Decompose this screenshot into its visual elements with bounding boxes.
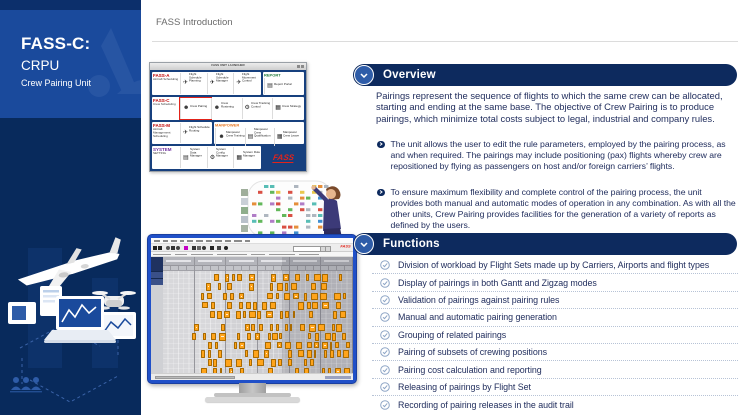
- launcher-item-icon: ▤: [267, 82, 273, 89]
- gantt-block: [213, 359, 218, 366]
- gantt-block: [219, 333, 226, 341]
- gantt-block: [203, 333, 206, 340]
- gantt-block: [325, 333, 331, 340]
- gantt-block: [218, 283, 222, 290]
- launcher-item-label: Manpower Crew Training: [225, 130, 245, 138]
- arrow-bullet-icon: [377, 189, 385, 197]
- launcher-item-label: Crew Pairing: [190, 104, 208, 108]
- gantt-block: [202, 302, 208, 309]
- gantt-block: [340, 311, 346, 318]
- gantt-block: [343, 293, 346, 300]
- gantt-block: [300, 324, 306, 331]
- gantt-block: [236, 311, 240, 318]
- check-circle-icon: [380, 365, 390, 375]
- gantt-block: [230, 293, 235, 301]
- launcher-row: [152, 97, 304, 120]
- gantt-block: [307, 342, 312, 349]
- launcher-item-label: Manpower Crew Qualification: [254, 127, 271, 138]
- toolbar-icon: [192, 246, 196, 250]
- page-title: FASS Introduction: [156, 17, 233, 28]
- gantt-block: [296, 342, 302, 350]
- launcher-item-label: Flight Schedule Routing: [189, 126, 210, 133]
- panel-heading: [153, 147, 180, 168]
- function-item-label: Division of workload by Flight Sets made up by Carriers, Airports and flight types: [398, 260, 710, 271]
- launcher-item-label: Crew Tracking Control: [250, 101, 271, 108]
- gantt-block: [285, 324, 288, 331]
- gantt-block: [314, 342, 318, 349]
- launcher-item-manpower-crew-leave: [274, 128, 303, 148]
- gantt-block: [291, 283, 297, 290]
- gantt-block: [265, 342, 271, 350]
- function-item-label: Pairing of subsets of crewing positions: [398, 347, 548, 358]
- launcher-row: [152, 122, 304, 145]
- launcher-item-icon: ▦: [236, 154, 243, 161]
- gantt-block: [332, 333, 336, 341]
- gantt-block: [334, 293, 341, 300]
- launcher-item-icon: ▦: [275, 105, 281, 112]
- launcher-logo-panel: [263, 146, 304, 169]
- launcher-item-label: Report Portal: [273, 82, 292, 86]
- gantt-block: [293, 311, 296, 318]
- launcher-screenshot: [149, 62, 307, 172]
- launcher-item-icon: ▤: [183, 154, 189, 161]
- launcher-item-flight-schedule-planning: [180, 73, 207, 94]
- gantt-block: [218, 350, 221, 358]
- toolbar-icon: [153, 246, 157, 250]
- launcher-item-label: Manpower Crew Leave: [283, 130, 300, 138]
- gantt-block: [330, 350, 334, 358]
- toolbar-icon: [217, 246, 221, 250]
- sidebar-illustration-area: [0, 118, 141, 415]
- panel-heading: REPORT: [264, 73, 281, 78]
- gantt-block: [214, 274, 219, 281]
- gantt-block: [192, 333, 196, 340]
- gantt-block: [295, 274, 300, 281]
- function-item: [372, 274, 738, 291]
- gantt-block: [253, 350, 259, 357]
- gantt-block: [243, 311, 246, 318]
- launcher-panel-fass-c: [152, 97, 304, 120]
- toolbar-icon: [197, 246, 201, 250]
- gantt-block: [285, 342, 290, 349]
- function-item-label: Pairing cost calculation and reporting: [398, 364, 542, 375]
- launcher-panel-report: [263, 72, 304, 95]
- gantt-block: [249, 359, 253, 366]
- scrollbar-thumb: [155, 376, 235, 380]
- launcher-item-system-rule-manager: [233, 147, 260, 168]
- gantt-block: [227, 283, 232, 290]
- gantt-block: [293, 293, 299, 300]
- status-text-bar: [325, 376, 351, 379]
- gantt-block: [343, 350, 349, 358]
- panel-heading: [153, 123, 180, 144]
- gantt-block: [314, 274, 321, 281]
- gantt-grid: [151, 257, 353, 373]
- gantt-block: [270, 324, 273, 331]
- gantt-block: [267, 293, 273, 300]
- launcher-item-label: Flight Movement Control: [242, 73, 257, 84]
- panel-name: Crew Scheduling: [153, 102, 176, 106]
- toolbar-icon: [210, 246, 214, 250]
- launcher-item-icon: ☻: [183, 105, 190, 112]
- gantt-block: [298, 302, 304, 310]
- launcher-item-label: Flight Schedule Manager: [215, 73, 229, 84]
- gantt-block: [217, 311, 222, 319]
- launcher-item-label: System Data Manager: [189, 147, 202, 158]
- launcher-panel-manpower: [214, 122, 304, 145]
- function-item-label: Recording of pairing releases in the audit trail: [398, 399, 574, 410]
- gantt-app-screenshot: [151, 238, 353, 380]
- toolbar-icon: [171, 246, 175, 250]
- overview-bullet-text: To ensure maximum flexibility and complete control of the pairing process, the unit provides both manual and automatic modes of operation in any combination. As with all the other units, Crew Pairing provides facilities for the generation of a variety of reports as defined by the users.: [390, 187, 736, 230]
- check-circle-icon: [380, 347, 390, 357]
- panel-name: Aircraft Scheduling: [153, 78, 179, 82]
- launcher-item-system-config-manager: [207, 147, 234, 168]
- launcher-panel-fass-a: [152, 72, 261, 95]
- panel-code: FASS-C: [153, 97, 170, 103]
- launcher-item-crew-rostering: [211, 98, 242, 119]
- launcher-body: [150, 70, 306, 171]
- arrow-bullet-icon: [377, 141, 385, 149]
- overview-heading: Overview: [383, 69, 436, 81]
- gantt-block: [251, 324, 255, 331]
- overview-bullet-text: The unit allows the user to edit the rule parameters, employed by the pairing process, as and when required. The pairings may include positioning (pax) flights whereby crew are repositioned by flying as passengers on host and/or foreign carriers’ flights.: [390, 139, 726, 171]
- gantt-block: [278, 359, 283, 366]
- function-item-label: Grouping of related pairings: [398, 329, 507, 340]
- gantt-block: [346, 342, 351, 349]
- panel-name: Aircraft Management Scheduling: [153, 127, 171, 138]
- gantt-block: [236, 359, 242, 367]
- gantt-block: [322, 274, 328, 282]
- check-circle-icon: [380, 295, 390, 305]
- gantt-block: [336, 302, 341, 309]
- panel-heading: [153, 73, 180, 94]
- gantt-block: [208, 359, 212, 366]
- gantt-block: [249, 274, 255, 281]
- launcher-row: [152, 146, 304, 169]
- launcher-window-controls: [297, 65, 304, 68]
- gantt-block: [308, 333, 311, 340]
- gantt-block: [239, 342, 245, 349]
- gantt-block: [221, 324, 225, 331]
- gantt-block: [284, 293, 290, 301]
- tablet-icon: [8, 302, 36, 324]
- function-item: [372, 327, 738, 344]
- gantt-block: [223, 293, 227, 300]
- function-item: [372, 396, 738, 413]
- launcher-item-crew-strategy: [272, 98, 303, 119]
- gantt-block: [262, 302, 268, 310]
- gantt-block: [304, 359, 307, 366]
- gantt-block: [277, 342, 282, 349]
- gantt-block: [270, 302, 276, 309]
- function-item-label: Manual and automatic pairing generation: [398, 312, 557, 323]
- gantt-block: [234, 342, 237, 349]
- launcher-item-label: Flight Schedule Planning: [189, 73, 202, 84]
- launcher-item-icon: ⚙: [244, 105, 250, 112]
- gantt-block: [206, 283, 210, 290]
- panel-items: [264, 78, 303, 94]
- gantt-block: [270, 283, 273, 290]
- toolbar-icon: [166, 246, 170, 250]
- launcher-item-crew-pairing: [180, 98, 211, 119]
- gantt-block: [259, 324, 263, 331]
- gantt-block: [279, 333, 282, 340]
- monitor-bezel: [147, 234, 357, 384]
- gantt-block: [215, 342, 218, 349]
- gantt-block: [307, 302, 311, 310]
- fass-mini-logo: FASS: [340, 245, 351, 249]
- gantt-block: [239, 302, 243, 309]
- gantt-block: [246, 302, 251, 309]
- header-divider: [152, 41, 738, 42]
- function-item: [372, 257, 738, 274]
- launcher-item-icon: ✈: [183, 129, 189, 136]
- gantt-block: [208, 350, 211, 357]
- check-circle-icon: [380, 278, 390, 288]
- toolbar-icon-magenta: [184, 246, 188, 250]
- gantt-block: [337, 350, 341, 357]
- fass-logo: FASS: [272, 152, 295, 162]
- launcher-row: [152, 72, 304, 95]
- gantt-block: [304, 293, 307, 301]
- launcher-item-icon: ☻: [213, 105, 221, 112]
- gantt-block: [288, 359, 293, 366]
- gantt-block: [322, 302, 329, 309]
- launcher-item-label: System Rule Manager: [243, 151, 261, 158]
- gantt-block: [257, 311, 261, 319]
- board-legend: [241, 189, 248, 232]
- launcher-item-manpower-crew-training: [215, 128, 244, 148]
- chevron-down-icon[interactable]: [354, 65, 374, 85]
- gantt-block: [314, 350, 317, 358]
- gantt-block: [306, 274, 309, 281]
- panel-name: SETTING: [153, 152, 167, 156]
- gantt-block: [333, 311, 337, 318]
- gantt-block: [268, 333, 271, 340]
- panel-items: [215, 128, 303, 148]
- gantt-block: [330, 342, 333, 350]
- gantt-block: [271, 274, 276, 282]
- launcher-item-system-data-manager: [180, 147, 207, 168]
- gantt-block: [332, 324, 336, 331]
- launcher-item-icon: ▦: [276, 134, 283, 141]
- gantt-block: [266, 311, 273, 318]
- gantt-block: [249, 311, 256, 318]
- launcher-item-icon: ✈: [236, 80, 242, 87]
- gantt-block: [311, 293, 317, 300]
- gantt-block: [264, 350, 268, 358]
- aviation-illustration: [0, 118, 141, 415]
- panel-items: [180, 73, 260, 94]
- check-circle-icon: [380, 400, 390, 410]
- panel-heading: MANPOWER: [215, 122, 240, 127]
- gantt-block: [307, 350, 312, 357]
- gantt-block: [245, 350, 248, 357]
- launcher-window-title: FASS UNIT LAUNCHER: [211, 64, 245, 67]
- chevron-down-icon[interactable]: [354, 234, 374, 254]
- panel-code: SYSTEM: [153, 147, 172, 153]
- gantt-block: [336, 324, 342, 332]
- gantt-block: [320, 293, 327, 301]
- unit-name: Crew Pairing Unit: [21, 78, 92, 88]
- sidebar: [0, 0, 141, 415]
- gantt-block: [309, 324, 316, 332]
- gantt-block: [253, 302, 256, 310]
- gantt-block: [310, 359, 315, 366]
- function-item-label: Validation of pairings against pairing rules: [398, 294, 560, 305]
- gantt-block: [247, 333, 251, 340]
- gantt-block: [207, 293, 212, 300]
- horizontal-scrollbar: [151, 373, 353, 380]
- gantt-block: [232, 274, 236, 281]
- check-circle-icon: [380, 312, 390, 322]
- panel-code: FASS-M: [153, 122, 171, 128]
- gantt-block: [285, 283, 289, 290]
- launcher-item-icon: ⚙: [209, 154, 216, 161]
- gantt-block: [298, 350, 304, 357]
- launcher-item-flight-schedule-routing: [180, 123, 211, 144]
- overview-section-header[interactable]: [353, 64, 737, 86]
- gantt-block: [276, 293, 279, 300]
- overview-bullet: [377, 139, 736, 172]
- gantt-block: [285, 311, 289, 318]
- functions-list: [372, 257, 738, 414]
- gantt-block: [283, 274, 289, 281]
- overview-intro: Pairings represent the sequence of flights to which the same crew can be allocated, starting and ending at the same base. The objective of Crew Pairing is to produce pairings, which minimize total costs subject to legal, industrial and company rules.: [376, 90, 723, 124]
- toolbar-icon: [202, 246, 206, 250]
- gantt-block: [342, 333, 346, 340]
- gantt-block: [201, 350, 205, 358]
- gantt-block: [311, 283, 317, 290]
- launcher-panel-fass-m: [152, 122, 212, 145]
- toolbar-icon: [176, 246, 180, 250]
- launcher-item-flight-movement-control: [233, 73, 260, 94]
- crew-planner-photo: [238, 177, 356, 241]
- toolbar-icon: [158, 246, 162, 250]
- gantt-block: [201, 293, 204, 300]
- gantt-block: [271, 359, 276, 367]
- gantt-block: [225, 274, 229, 282]
- gantt-block: [249, 283, 254, 290]
- check-circle-icon: [380, 382, 390, 392]
- gantt-block: [224, 311, 230, 318]
- launcher-item-label: System Config Manager: [216, 147, 228, 158]
- launcher-item-manpower-crew-qualification: [245, 128, 274, 148]
- toolbar: [151, 243, 353, 252]
- check-circle-icon: [380, 330, 390, 340]
- functions-section-header[interactable]: [353, 233, 737, 255]
- function-item: [372, 344, 738, 361]
- launcher-item-icon: ▤: [247, 134, 254, 141]
- gantt-block: [227, 302, 232, 309]
- gantt-block: [318, 324, 325, 331]
- panel-items: [180, 123, 211, 144]
- gantt-block: [290, 324, 293, 331]
- gantt-block: [339, 274, 342, 281]
- gantt-block: [324, 350, 327, 358]
- panel-code: FASS-A: [153, 73, 170, 78]
- panel-items: [180, 98, 303, 119]
- function-item: [372, 361, 738, 378]
- launcher-item-crew-tracking-control: [242, 98, 273, 119]
- function-item: [372, 379, 738, 396]
- launcher-item-report-portal: [264, 78, 303, 94]
- gantt-block: [315, 333, 319, 341]
- gantt-block: [309, 311, 313, 318]
- gantt-block: [272, 333, 278, 340]
- gantt-block: [194, 324, 199, 331]
- check-circle-icon: [380, 260, 390, 270]
- function-item-label: Releasing of pairings by Flight Set: [398, 381, 531, 392]
- functions-heading: Functions: [383, 238, 440, 250]
- launcher-item-flight-schedule-manager: [207, 73, 234, 94]
- gantt-block: [211, 302, 214, 309]
- gantt-block: [280, 311, 283, 319]
- launcher-item-icon: ☻: [218, 134, 225, 141]
- function-item: [372, 309, 738, 326]
- panel-items: [180, 147, 260, 168]
- gantt-block: [321, 283, 327, 290]
- gantt-block: [208, 342, 212, 350]
- gantt-block: [322, 342, 328, 350]
- gantt-block: [257, 359, 264, 366]
- gantt-block: [312, 302, 318, 309]
- sidebar-title-panel: [0, 10, 141, 118]
- gantt-block: [237, 274, 242, 281]
- gantt-block: [210, 311, 215, 318]
- sidebar-top-band: [0, 0, 141, 10]
- gantt-block: [237, 333, 241, 340]
- gantt-block: [239, 293, 244, 300]
- overview-bullet: [377, 187, 736, 231]
- launcher-item-icon: ✈: [183, 80, 189, 87]
- function-item: [372, 292, 738, 309]
- gantt-block: [288, 350, 292, 358]
- gantt-block: [276, 324, 279, 331]
- panel-heading: [153, 98, 180, 119]
- launcher-panel-system: [152, 146, 261, 169]
- monitor-stand-foot: [205, 397, 300, 402]
- gantt-block: [277, 283, 284, 291]
- unit-abbr: CRPU: [21, 58, 60, 73]
- launcher-item-icon: ✈: [209, 80, 215, 87]
- launcher-item-label: Crew Rostering: [221, 101, 234, 108]
- unit-code: FASS-C:: [21, 34, 91, 53]
- gantt-block: [225, 359, 232, 367]
- function-item-label: Display of pairings in both Gantt and Zigzag modes: [398, 277, 597, 288]
- people-icon: [10, 377, 42, 392]
- gantt-block: [245, 324, 250, 331]
- toolbar-icon: [224, 246, 228, 250]
- gantt-block: [211, 333, 216, 340]
- gantt-block: [335, 342, 339, 349]
- gantt-pairing-blocks: [151, 257, 353, 373]
- launcher-item-label: Crew Strategy: [281, 104, 301, 108]
- gantt-block: [255, 333, 261, 340]
